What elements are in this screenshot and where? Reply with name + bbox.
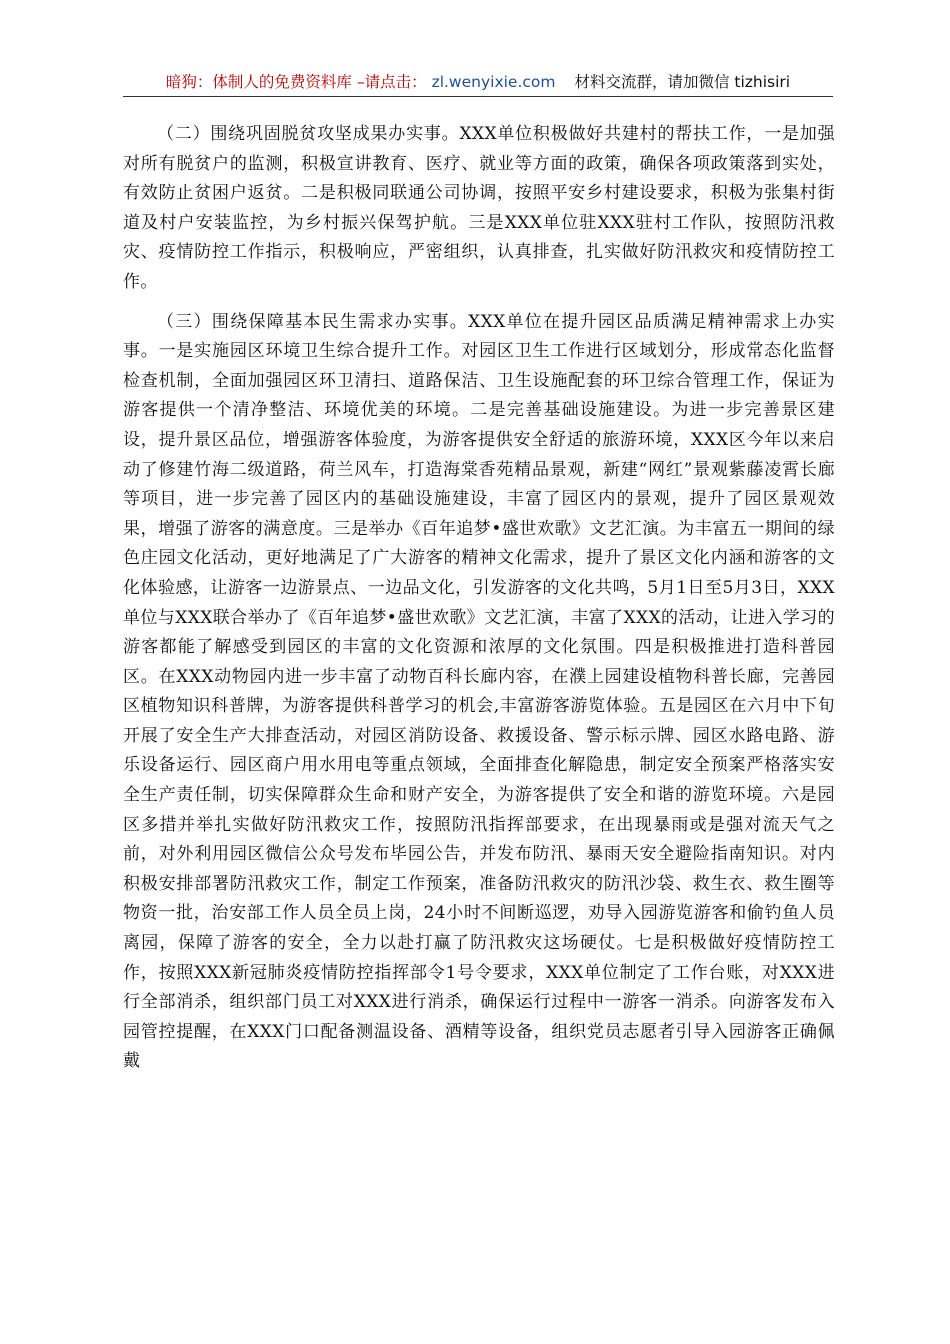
header-divider xyxy=(123,96,833,97)
header-click-prefix: –请点击： xyxy=(356,73,427,91)
paragraph-poverty-alleviation: （二）围绕巩固脱贫攻坚成果办实事。XXX单位积极做好共建村的帮扶工作，一是加强对所有脱贫户的监测，积极宣讲教育、医疗、就业等方面的政策，确保各项政策落到实处，有效防止贫困户返贫。二是积极同联通公司协调，按照平安乡村建设要求，积极为张集村街道及村户安装监控，为乡村振兴保驾护航。三是XXX单位驻XXX驻村工作队，按照防汛救灾、疫情防控工作指示，积极响应，严密组织，认真排查，扎实做好防汛救灾和疫情防控工作。 xyxy=(123,124,835,292)
paragraph-livelihood-needs: （三）围绕保障基本民生需求办实事。XXX单位在提升园区品质满足精神需求上办实事。一是实施园区环境卫生综合提升工作。对园区卫生工作进行区域划分，形成常态化监督检查机制，全面加强园区环卫清扫、道路保洁、卫生设施配套的环卫综合管理工作，保证为游客提供一个清净整洁、环境优美的环境。二是完善基础设施建设。为进一步完善景区建设，提升景区品位，增强游客体验度，为游客提供安全舒适的旅游环境，XXX区今年以来启动了修建竹海二级道路，荷兰风车，打造海棠香苑精品景观，新建“网红”景观紫藤凌霄长廊等项目，进一步完善了园区内的基础设施建设，丰富了园区内的景观，提升了园区景观效果，增强了游客的满意度。三是举办《百年追梦•盛世欢歌》文艺汇演。为丰富五一期间的绿色庄园文化活动，更好地满足了广大游客的精神文化需求，提升了景区文化内涵和游客的文化体验感，让游客一边游景点、一边品文化，引发游客的文化共鸣，5月1日至5月3日，XXX单位与XXX联合举办了《百年追梦•盛世欢歌》文艺汇演，丰富了XXX的活动，让进入学习的游客都能了解感受到园区的丰富的文化资源和浓厚的文化氛围。四是积极推进打造科普园区。在XXX动物园内进一步丰富了动物百科长廊内容，在濮上园建设植物科普长廊，完善园区植物知识科普牌，为游客提供科普学习的机会,丰富游客游览体验。五是园区在六月中下旬开展了安全生产大排查活动，对园区消防设备、救援设备、警示标示牌、园区水路电路、游乐设备运行、园区商户用水用电等重点领域，全面排查化解隐患，制定安全预案严格落实安全生产责任制，切实保障群众生命和财产安全，为游客提供了安全和谐的游览环境。六是园区多措并举扎实做好防汛救灾工作，按照防汛指挥部要求，在出现暴雨或是强对流天气之前，对外利用园区微信公众号发布毕园公告，并发布防汛、暴雨天安全避险指南知识。对内积极安排部署防汛救灾工作，制定工作预案，准备防汛救灾的防汛沙袋、救生衣、救生圈等物资一批，治安部工作人员全员上岗，24小时不间断巡逻，劝导入园游览游客和偷钓鱼人员离园，保障了游客的安全，全力以赴打赢了防汛救灾这场硬仗。七是积极做好疫情防控工作，按照XXX新冠肺炎疫情防控指挥部令1号令要求，XXX单位制定了工作台账，对XXX进行全部消杀，组织部门员工对XXX进行消杀，确保运行过程中一游客一消杀。向游客发布入园管控提醒，在XXX门口配备测温设备、酒精等设备，组织党员志愿者引导入园游客正确佩戴 xyxy=(123,311,835,1072)
header-brand: 暗狗：体制人的免费资料库 xyxy=(165,73,352,91)
document-body xyxy=(123,120,835,1077)
page-header xyxy=(123,70,833,94)
header-contact: 材料交流群，请加微信 tizhisiri xyxy=(574,73,791,91)
header-url-link[interactable]: zl.wenyixie.com xyxy=(431,73,556,91)
